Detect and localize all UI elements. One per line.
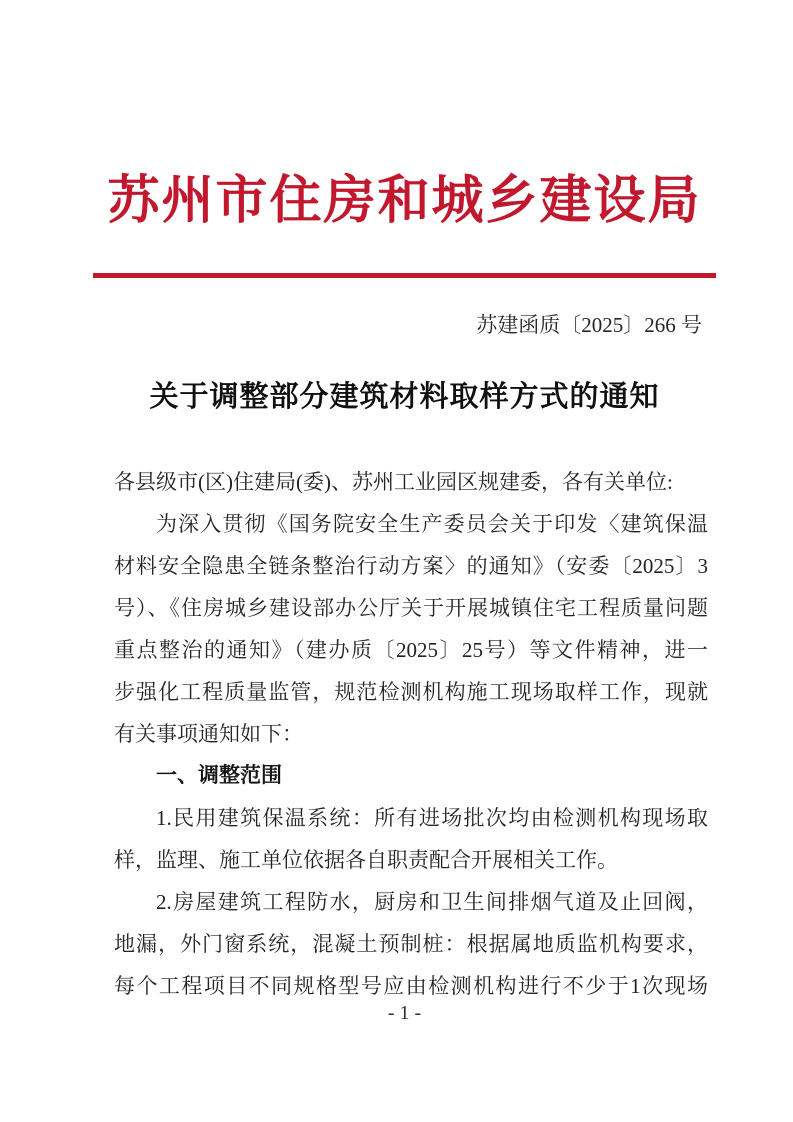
paragraph1-line-6: 有关事项通知如下：	[114, 722, 303, 746]
paragraph1-line-1: 为深入贯彻《国务院安全生产委员会关于印发〈建筑保温	[156, 512, 708, 536]
document-body	[114, 461, 708, 1007]
agency-name-header: 苏州市住房和城乡建设局	[107, 173, 702, 230]
salutation-line: 各县级市(区)住建局(委)、苏州工业园区规建委，各有关单位:	[114, 470, 673, 494]
paragraph1-line-3: 号）、《住房城乡建设部办公厅关于开展城镇住宅工程质量问题	[114, 596, 708, 620]
paragraph1-line-4: 重点整治的通知》（建办质〔2025〕25号）等文件精神，进一	[114, 638, 708, 662]
section1-heading: 一、调整范围	[156, 764, 282, 787]
item1-line-1: 1.民用建筑保温系统：所有进场批次均由检测机构现场取	[156, 806, 708, 830]
paragraph1-line-2: 材料安全隐患全链条整治行动方案〉的通知》（安委〔2025〕3	[114, 554, 708, 578]
item2-line-1: 2.房屋建筑工程防水，厨房和卫生间排烟气道及止回阀，	[156, 890, 708, 914]
red-divider-rule	[93, 273, 716, 278]
item2-line-3: 每个工程项目不同规格型号应由检测机构进行不少于1次现场	[114, 974, 708, 998]
paragraph1-line-5: 步强化工程质量监管，规范检测机构施工现场取样工作，现就	[114, 680, 708, 704]
document-reference-number: 苏建函质〔2025〕266 号	[476, 313, 702, 337]
document-title: 关于调整部分建筑材料取样方式的通知	[149, 381, 660, 413]
item1-line-2: 样，监理、施工单位依据各自职责配合开展相关工作。	[114, 848, 618, 872]
item2-line-2: 地漏，外门窗系统，混凝土预制桩：根据属地质监机构要求，	[114, 932, 708, 956]
page-number: - 1 -	[387, 1002, 422, 1024]
